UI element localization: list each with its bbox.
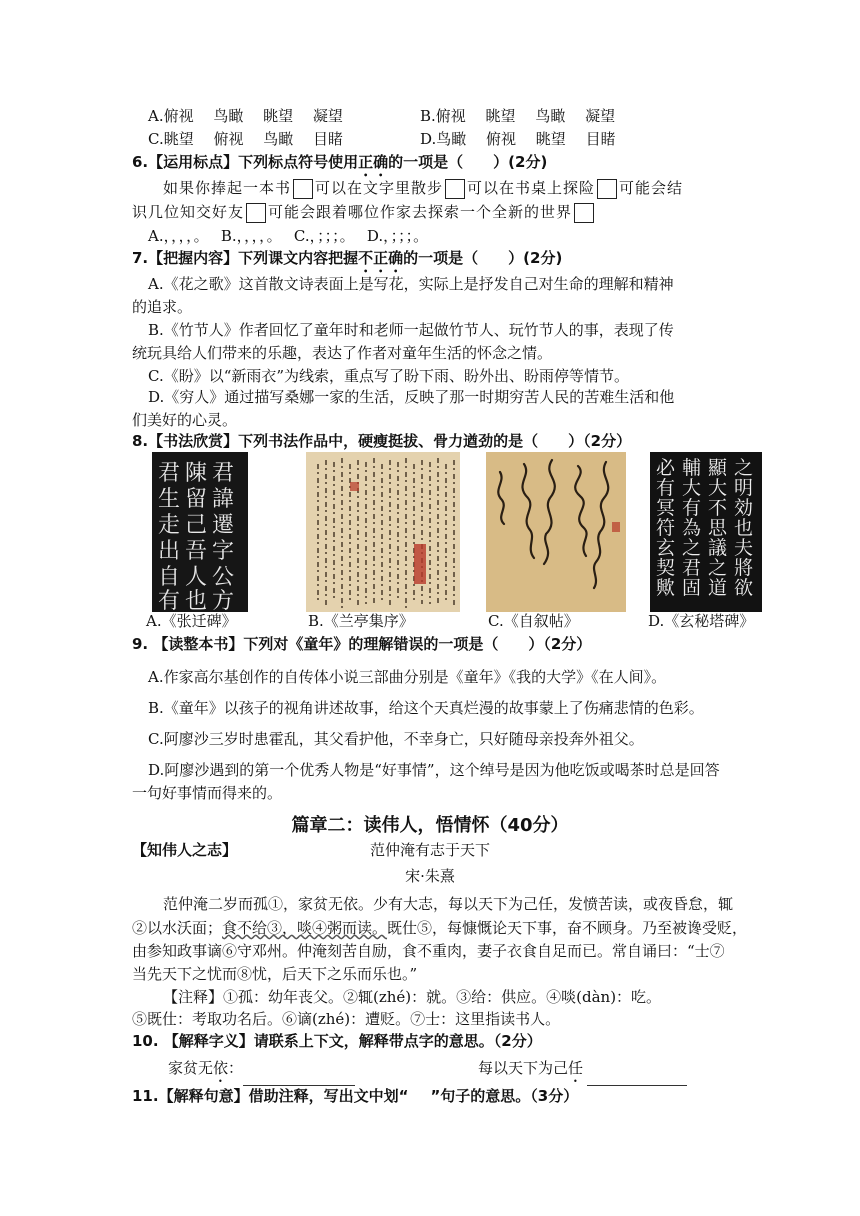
passage-underlined-sentence: 食不给③，啖④粥而读。 — [222, 919, 388, 937]
calligraphy-d-glyph: 將 — [734, 557, 754, 579]
q7-title — [132, 248, 562, 276]
q11-title-pre: 11.【解释句意】借助注释，写出文中划“ — [132, 1087, 409, 1105]
punct-box-5[interactable] — [574, 203, 594, 223]
calligraphy-d-glyph: 冥 — [656, 497, 676, 519]
punct-box-1[interactable] — [293, 179, 313, 199]
calligraphy-d-svg — [650, 452, 762, 612]
q7-title-post: 的一项是（ ）(2分) — [403, 249, 563, 267]
calligraphy-d-glyph: 契 — [656, 557, 676, 579]
q5-option-d: D.鸟瞰 俯视 眺望 目睹 — [420, 130, 616, 148]
q6-seg1: 如果你捧起一本书 — [163, 179, 292, 197]
q10-item1-emphasis: 依 — [213, 1059, 229, 1077]
punct-box-4[interactable] — [246, 203, 266, 223]
calligraphy-d-glyph: 玄 — [656, 537, 676, 559]
calligraphy-b-svg — [306, 452, 460, 612]
calligraphy-d-glyph: 思 — [708, 517, 728, 539]
passage-line2-a: ②以水沃面； — [132, 919, 223, 937]
wavy-underline-sample — [408, 1086, 430, 1106]
calligraphy-c-svg — [486, 452, 626, 612]
q7-option-d-line1: D.《穷人》通过描写桑娜一家的生活，反映了那一时期穷苦人民的苦难生活和他 — [148, 388, 675, 406]
calligraphy-d-glyph: 有 — [682, 497, 702, 519]
q10-item2 — [478, 1058, 687, 1086]
q7-title-pre: 7.【把握内容】下列课文内容把握 — [132, 249, 359, 267]
calligraphy-a-glyph: 出 — [158, 539, 181, 564]
calligraphy-d-glyph: 符 — [656, 517, 676, 539]
q6-seg5: 识几位知交好友 — [132, 203, 245, 221]
calligraphy-a-glyph: 君 — [212, 461, 235, 486]
calligraphy-a-glyph: 字 — [212, 539, 235, 564]
calligraphy-d-glyph: 必 — [656, 457, 676, 479]
calligraphy-d-glyph: 効 — [734, 497, 754, 519]
q6-title-emphasis: 正确 — [358, 153, 389, 171]
section-label: 【知伟人之志】 — [132, 841, 238, 859]
calligraphy-a-glyph: 人 — [185, 565, 208, 590]
q10-item2-text: 每以天下为己 — [478, 1059, 569, 1077]
q7-option-a-line1: A.《花之歌》这首散文诗表面上是写花，实际上是抒发自己对生命的理解和精神 — [148, 275, 674, 293]
calligraphy-a-glyph: 自 — [158, 565, 181, 590]
calligraphy-a-glyph: 留 — [185, 487, 208, 512]
q7-option-b-line1: B.《竹节人》作者回忆了童年时和老师一起做竹节人、玩竹节人的事，表现了传 — [148, 321, 674, 339]
q6-title — [132, 152, 547, 180]
calligraphy-a-glyph: 生 — [158, 487, 181, 512]
calligraphy-d-glyph: 為 — [682, 517, 702, 539]
q10-item2-emphasis: 任 — [568, 1059, 584, 1077]
q6-seg4: 可能会结 — [619, 179, 684, 197]
calligraphy-d-glyph: 欲 — [734, 577, 754, 599]
passage-title: 范仲淹有志于天下 — [369, 841, 490, 859]
caption-b: B.《兰亭集序》 — [308, 612, 414, 630]
q5-option-b: B.俯视 眺望 鸟瞰 凝望 — [420, 107, 616, 125]
calligraphy-a-glyph: 陳 — [185, 461, 208, 486]
q9-option-a: A.作家高尔基创作的自传体小说三部曲分别是《童年》《我的大学》《在人间》。 — [148, 668, 667, 686]
q7-option-c: C.《盼》以“新雨衣”为线索，重点写了盼下雨、盼外出、盼雨停等情节。 — [148, 367, 630, 385]
answer-blank-2[interactable] — [587, 1085, 687, 1086]
q11-title — [132, 1086, 578, 1106]
q6-title-pre: 6.【运用标点】下列标点符号使用 — [132, 153, 359, 171]
calligraphy-d-glyph: 也 — [734, 517, 754, 539]
caption-a: A.《张迁碑》 — [146, 612, 237, 630]
calligraphy-d-glyph: 議 — [708, 537, 728, 559]
punct-box-3[interactable] — [597, 179, 617, 199]
passage-line2 — [132, 918, 747, 938]
calligraphy-d-glyph: 夫 — [734, 537, 754, 559]
calligraphy-a-glyph: 方 — [212, 589, 235, 612]
calligraphy-a-glyph: 吾 — [185, 539, 208, 564]
passage-line3: 由参知政事谪⑥守邓州。仲淹刻苦自励，食不重肉，妻子衣食自足而已。常自诵曰：“士⑦ — [132, 942, 725, 960]
calligraphy-d-glyph: 輔 — [682, 457, 702, 479]
q6-title-post: 的一项是（ ）(2分) — [388, 153, 548, 171]
calligraphy-d-glyph: 歟 — [656, 577, 676, 599]
q6-sentence-line2 — [132, 202, 596, 223]
q7-option-d-line2: 们美好的心灵。 — [132, 411, 238, 429]
calligraphy-a-glyph: 走 — [158, 513, 181, 538]
calligraphy-a-svg — [152, 452, 248, 612]
calligraphy-d-glyph: 不 — [708, 497, 728, 519]
q7-title-emphasis: 不正确 — [358, 249, 404, 267]
q6-seg6: 可能会跟着哪位作家去探索一个全新的世界 — [268, 203, 573, 221]
q5-option-c: C.眺望 俯视 鸟瞰 目睹 — [148, 130, 344, 148]
q9-option-d-line1: D.阿廖沙遇到的第一个优秀人物是“好事情”，这个绰号是因为他吃饭或喝茶时总是回答 — [148, 761, 720, 779]
calligraphy-image-a — [152, 452, 248, 612]
q10-item1-colon: ： — [228, 1059, 244, 1077]
caption-c: C.《自叙帖》 — [488, 612, 579, 630]
q8-title: 8.【书法欣赏】下列书法作品中，硬瘦挺拔、骨力遒劲的是（ ）（2分） — [132, 432, 632, 450]
punct-box-2[interactable] — [445, 179, 465, 199]
q6-seg2: 可以在文字里散步 — [315, 179, 444, 197]
calligraphy-d-glyph: 明 — [734, 477, 754, 499]
notes-line1: 【注释】①孤：幼年丧父。②辄(zhé)：就。③给：供应。④啖(dàn)：吃。 — [163, 988, 662, 1006]
q9-option-c: C.阿廖沙三岁时患霍乱，其父看护他，不幸身亡，只好随母亲投奔外祖父。 — [148, 730, 644, 748]
calligraphy-image-c — [486, 452, 626, 612]
calligraphy-d-glyph: 有 — [656, 477, 676, 499]
q11-title-post: ”句子的意思。（3分） — [430, 1087, 579, 1105]
calligraphy-a-glyph: 己 — [185, 513, 208, 538]
calligraphy-d-glyph: 君 — [682, 557, 702, 579]
q9-title: 9. 【读整本书】下列对《童年》的理解错误的一项是（ ）（2分） — [132, 635, 592, 653]
calligraphy-a-glyph: 也 — [185, 589, 208, 612]
calligraphy-image-d — [650, 452, 762, 612]
q7-option-a-line2: 的追求。 — [132, 298, 193, 316]
passage-author: 宋·朱熹 — [405, 867, 455, 885]
calligraphy-a-glyph: 遷 — [212, 513, 235, 538]
calligraphy-image-b — [306, 452, 460, 612]
passage-line2-b: 既仕⑤，每慷慨论天下事，奋不顾身。乃至被谗受贬， — [387, 919, 748, 937]
q6-sentence-line1 — [163, 178, 683, 199]
calligraphy-d-glyph: 大 — [708, 477, 728, 499]
caption-d: D.《玄秘塔碑》 — [648, 612, 755, 630]
passage-line1: 范仲淹二岁而孤①，家贫无依。少有大志，每以天下为己任，发愤苦读，或夜昏怠，辄 — [163, 895, 734, 913]
q10-item1-text: 家贫无 — [168, 1059, 214, 1077]
calligraphy-d-glyph: 顯 — [708, 457, 728, 479]
q6-seg3: 可以在书桌上探险 — [467, 179, 596, 197]
calligraphy-a-glyph: 有 — [158, 589, 181, 612]
q10-title: 10. 【解释字义】请联系上下文，解释带点字的意思。（2分） — [132, 1032, 542, 1050]
calligraphy-d-glyph: 之 — [682, 537, 702, 559]
calligraphy-d-glyph: 之 — [734, 457, 754, 479]
q9-option-d-line2: 一句好事情而得来的。 — [132, 784, 283, 802]
chapter-heading: 篇章二：读伟人，悟情怀（40分） — [291, 815, 569, 836]
q9-option-b: B.《童年》以孩子的视角讲述故事，给这个天真烂漫的故事蒙上了伤痛悲情的色彩。 — [148, 699, 704, 717]
q10-item1 — [168, 1058, 355, 1086]
q5-option-a: A.俯视 鸟瞰 眺望 凝望 — [148, 107, 343, 125]
passage-line4: 当先天下之忧而⑧忧，后天下之乐而乐也。” — [132, 965, 418, 983]
q7-option-b-line2: 统玩具给人们带来的乐趣，表达了作者对童年生活的怀念之情。 — [132, 344, 553, 362]
notes-line2: ⑤既仕：考取功名后。⑥谪(zhé)：遭贬。⑦士：这里指读书人。 — [132, 1010, 561, 1028]
calligraphy-d-glyph: 道 — [708, 577, 728, 599]
calligraphy-a-glyph: 君 — [158, 461, 181, 486]
calligraphy-a-glyph: 諱 — [212, 487, 235, 512]
calligraphy-d-glyph: 之 — [708, 557, 728, 579]
calligraphy-d-glyph: 大 — [682, 477, 702, 499]
calligraphy-d-glyph: 固 — [682, 577, 702, 599]
q6-options: A.，，，，。 B.，，，，。 C.，；；；。 D.，；；；。 — [148, 227, 429, 245]
calligraphy-a-glyph: 公 — [212, 565, 235, 590]
